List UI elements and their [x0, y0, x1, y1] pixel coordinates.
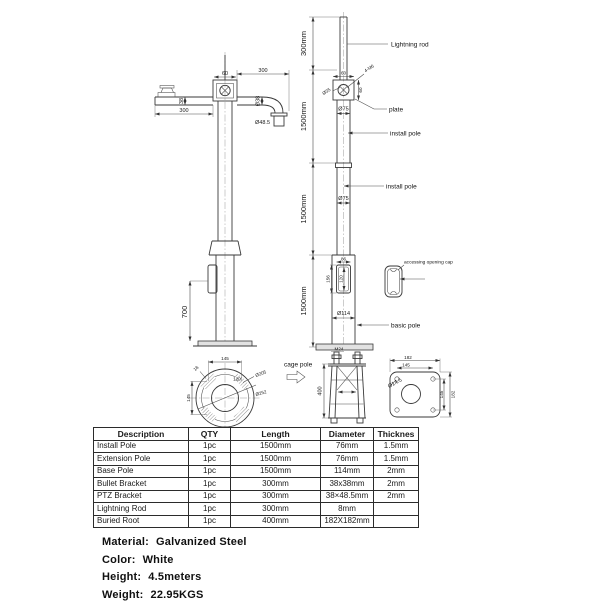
- spec-table-body: [94, 440, 419, 528]
- table-row: [94, 515, 419, 528]
- table-row: [94, 503, 419, 516]
- dim-door-156: 156: [325, 275, 331, 283]
- spec-line: [102, 536, 247, 554]
- dim-left-top-60: 60: [221, 71, 229, 77]
- dim-door-86: 86: [340, 256, 347, 262]
- table-cell: Lightning Rod: [94, 503, 189, 516]
- table-header-cell: Thicknes: [374, 428, 419, 441]
- table-cell: Buried Root: [94, 515, 189, 528]
- access-cap-detail: [385, 266, 402, 297]
- spec-label: Height:: [102, 571, 142, 583]
- specs: [102, 536, 247, 606]
- dim-bracket-300: 300: [258, 68, 268, 74]
- table-cell: 182X182mm: [321, 515, 374, 528]
- dim-cap-dia-48-5: Ø48.5: [255, 120, 270, 126]
- right-base-plate: [316, 344, 373, 350]
- dim-plate-145-right: 145: [439, 390, 444, 399]
- table-cell: 1500mm: [231, 453, 321, 466]
- table-cell: 2mm: [374, 490, 419, 503]
- dim-bracket-dia-38: Ø38: [255, 95, 262, 107]
- spec-label: Weight:: [102, 588, 144, 601]
- table-cell: 1500mm: [231, 440, 321, 453]
- note-4-m6: 4-M6: [363, 63, 375, 74]
- spec-label: Color:: [102, 553, 136, 566]
- table-header-cell: QTY: [189, 428, 231, 441]
- dim-plate-182-right: 182: [450, 390, 456, 399]
- dim-seg1-1500mm: 1500mm: [299, 101, 308, 132]
- right-pole-drawing: [299, 12, 453, 350]
- table-cell: 400mm: [231, 515, 321, 528]
- spec-line: [102, 554, 247, 572]
- table-cell: 1.5mm: [374, 453, 419, 466]
- table-cell: PTZ Bracket: [94, 490, 189, 503]
- table-cell: 300mm: [231, 490, 321, 503]
- table-cell: 1pc: [189, 490, 231, 503]
- label-cage-pole: cage pole: [284, 361, 313, 369]
- dim-arm-300: 300: [179, 108, 189, 114]
- table-cell: Install Pole: [94, 440, 189, 453]
- left-pole-drawing: [155, 52, 289, 348]
- spec-value: 22.95KGS: [150, 588, 204, 601]
- table-cell: 1pc: [189, 515, 231, 528]
- table-cell: 300mm: [231, 503, 321, 516]
- table-cell: 76mm: [321, 453, 374, 466]
- dim-flange-145-top: 145: [221, 356, 229, 361]
- table-row: [94, 440, 419, 453]
- dim-plate-145-top: 145: [402, 362, 410, 368]
- table-cell: Bullet Bracket: [94, 478, 189, 491]
- dim-plate-60-top: 60: [340, 70, 347, 76]
- label-basic-pole: basic pole: [391, 322, 421, 330]
- base-plate-detail: [387, 355, 455, 417]
- dim-plate-182-top: 182: [404, 355, 412, 360]
- table-cell: 1pc: [189, 478, 231, 491]
- dim-flange-slot-18: 18: [192, 364, 200, 372]
- table-header-cell: Diameter: [321, 428, 374, 441]
- table-cell: 1pc: [189, 453, 231, 466]
- left-base-plate: [198, 341, 252, 346]
- spec-value: White: [142, 553, 174, 566]
- table-cell: 76mm: [321, 440, 374, 453]
- spec-label: Material:: [102, 536, 150, 548]
- table-cell: 1.5mm: [374, 440, 419, 453]
- dim-flange-bolt-circle: Ø205: [254, 369, 267, 378]
- dim-door-height-700: 700: [180, 305, 189, 319]
- dim-door-120: 120: [338, 275, 344, 283]
- table-cell: 38×48.5mm: [321, 490, 374, 503]
- label-plate: plate: [389, 106, 404, 114]
- dim-flange-outer: Ø252: [254, 389, 268, 397]
- table-row: [94, 478, 419, 491]
- table-cell: 1pc: [189, 503, 231, 516]
- table-cell: 114mm: [321, 465, 374, 478]
- dim-rod-300mm: 300mm: [299, 30, 308, 57]
- table-cell: Extension Pole: [94, 453, 189, 466]
- table-cell: 2mm: [374, 465, 419, 478]
- dim-flange-145-left: 145: [186, 394, 191, 402]
- table-cell: Base Pole: [94, 465, 189, 478]
- anchor-bolts: [332, 352, 362, 364]
- spec-line: [102, 571, 247, 589]
- label-install-pole-2: install pole: [386, 183, 417, 191]
- dim-plate-60-side: 60: [358, 87, 363, 93]
- cage-pole-drawing: [284, 347, 366, 424]
- dim-base-dia-114: Ø114: [336, 311, 351, 317]
- dim-cage-400: 400: [317, 386, 324, 396]
- cage-pole-arrow-icon: [287, 371, 305, 383]
- table-cell: 38x38mm: [321, 478, 374, 491]
- table-cell: [374, 503, 419, 516]
- table-cell: 1pc: [189, 465, 231, 478]
- base-flange-top-view: [186, 356, 268, 427]
- label-access-cap: accessing opening cap: [404, 260, 453, 266]
- dim-seg2-1500mm: 1500mm: [299, 194, 308, 224]
- dim-seg3-1500mm: 1500mm: [299, 286, 308, 316]
- table-header-cell: Description: [94, 428, 189, 441]
- dim-anchor-m24: M24: [334, 346, 344, 352]
- table-header-row: [94, 428, 419, 441]
- table-cell: 2mm: [374, 478, 419, 491]
- spec-value: 4.5meters: [148, 571, 202, 583]
- table-row: [94, 490, 419, 503]
- dim-flange-120: 120: [233, 376, 241, 382]
- table-cell: [374, 515, 419, 528]
- label-lightning-rod: Lightning rod: [391, 41, 429, 49]
- table-row: [94, 465, 419, 478]
- cage-frame: [328, 364, 366, 423]
- spec-value: Galvanized Steel: [156, 536, 247, 548]
- table-cell: 300mm: [231, 478, 321, 491]
- label-install-pole-1: install pole: [390, 130, 421, 138]
- dim-arm-38: 38: [179, 97, 185, 105]
- dim-pole-dia-75-2: Ø75: [338, 196, 349, 202]
- spec-line: [102, 589, 247, 607]
- table-cell: 1500mm: [231, 465, 321, 478]
- table-row: [94, 453, 419, 466]
- dim-plate-hole-dia: Ø14.5: [387, 377, 404, 390]
- dim-pole-dia-75-1: Ø75: [338, 106, 349, 113]
- table-cell: 8mm: [321, 503, 374, 516]
- spec-table: [93, 427, 419, 528]
- table-cell: 1pc: [189, 440, 231, 453]
- table-header-cell: Length: [231, 428, 321, 441]
- dim-rod-dia-35: Ø35: [321, 87, 332, 96]
